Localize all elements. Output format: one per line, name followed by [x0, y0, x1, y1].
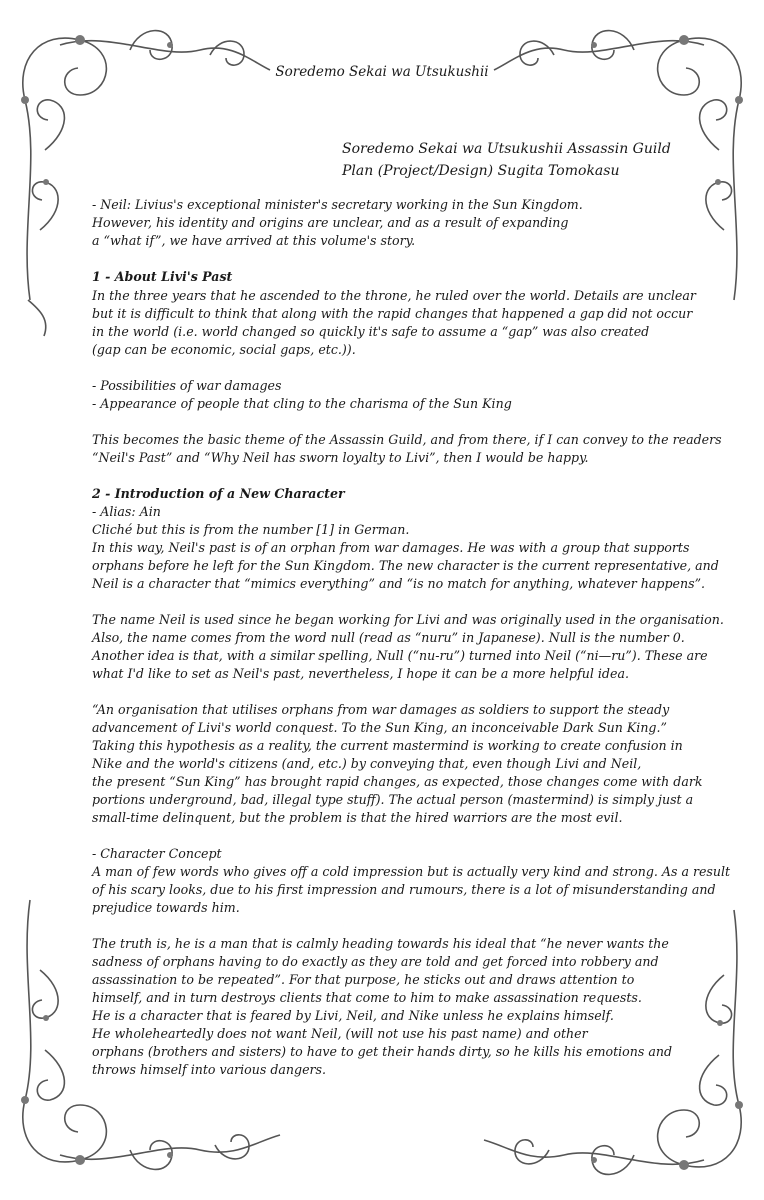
paragraph-line: orphans (brothers and sisters) to have to get their hands dirty, so he kills his emotions and	[92, 1044, 673, 1059]
paragraph-line: He wholeheartedly does not want Neil, (will not use his past name) and other	[92, 1026, 588, 1041]
paragraph-line: himself, and in turn destroys clients that come to him to make assassination requests.	[92, 990, 642, 1005]
theme-line: This becomes the basic theme of the Assassin Guild, and from there, if I can convey to the readers	[92, 432, 722, 447]
section-2-heading: 2 - Introduction of a New Character	[92, 486, 345, 501]
paragraph-line: “An organisation that utilises orphans from war damages as soldiers to support the steady	[92, 702, 670, 717]
section-1-line: but it is difficult to think that along with the rapid changes that happened a gap did not occur	[92, 306, 693, 321]
section-1-line: (gap can be economic, social gaps, etc.)).	[92, 342, 356, 357]
intro-line: a “what if”, we have arrived at this volume's story.	[92, 233, 416, 248]
paragraph-line: A man of few words who gives off a cold impression but is actually very kind and strong. As a result	[92, 864, 731, 879]
concept-label: - Character Concept	[92, 846, 222, 861]
paragraph-line: prejudice towards him.	[92, 900, 240, 915]
paragraph-line: small-time delinquent, but the problem is that the hired warriors are the most evil.	[92, 810, 623, 825]
header-title: Soredemo Sekai wa Utsukushii	[275, 64, 489, 80]
paragraph-line: Cliché but this is from the number [1] in German.	[92, 522, 410, 537]
section-1-line: in the world (i.e. world changed so quickly it's safe to assume a “gap” was also created	[92, 324, 650, 339]
paragraph-line: He is a character that is feared by Livi, Neil, and Nike unless he explains himself.	[92, 1008, 614, 1023]
paragraph-line: throws himself into various dangers.	[92, 1062, 327, 1077]
theme-line: “Neil's Past” and “Why Neil has sworn loyalty to Livi”, then I would be happy.	[92, 450, 589, 465]
paragraph-line: Neil is a character that “mimics everything” and “is no match for anything, whatever happens”.	[92, 576, 706, 591]
paragraph-line: assassination to be repeated”. For that purpose, he sticks out and draws attention to	[92, 972, 635, 987]
credit-line-2: Plan (Project/Design) Sugita Tomokasu	[342, 163, 620, 179]
section-1-line: In the three years that he ascended to the throne, he ruled over the world. Details are unclear	[92, 288, 696, 303]
paragraph-line: Also, the name comes from the word null (read as “nuru” in Japanese). Null is the number 0.	[92, 630, 685, 645]
paragraph-line: what I'd like to set as Neil's past, nevertheless, I hope it can be a more helpful idea.	[92, 666, 629, 681]
alias-label: - Alias: Ain	[92, 504, 161, 519]
paragraph-line: the present “Sun King” has brought rapid changes, as expected, those changes come with dark	[92, 774, 703, 789]
paragraph-line: advancement of Livi's world conquest. To the Sun King, an inconceivable Dark Sun King.”	[92, 720, 667, 735]
paragraph-line: Nike and the world's citizens (and, etc.) by conveying that, even though Livi and Neil,	[92, 756, 642, 771]
paragraph-line: The name Neil is used since he began working for Livi and was originally used in the organisation.	[92, 612, 724, 627]
intro-line: However, his identity and origins are unclear, and as a result of expanding	[92, 215, 569, 230]
bullet-item: - Appearance of people that cling to the charisma of the Sun King	[92, 396, 512, 411]
paragraph-line: In this way, Neil's past is of an orphan from war damages. He was with a group that supports	[92, 540, 690, 555]
credit-line-1: Soredemo Sekai wa Utsukushii Assassin Guild	[342, 141, 671, 157]
paragraph-line: orphans before he left for the Sun Kingdom. The new character is the current representative, and	[92, 558, 719, 573]
bullet-item: - Possibilities of war damages	[92, 378, 282, 393]
intro-line: - Neil: Livius's exceptional minister's secretary working in the Sun Kingdom.	[92, 197, 583, 212]
paragraph-line: portions underground, bad, illegal type stuff). The actual person (mastermind) is simply just a	[92, 792, 694, 807]
paragraph-line: Another idea is that, with a similar spelling, Null (“nu-ru”) turned into Neil (“ni—ru”). These are	[92, 648, 708, 663]
paragraph-line: sadness of orphans having to do exactly as they are told and get forced into robbery and	[92, 954, 659, 969]
paragraph-line: The truth is, he is a man that is calmly heading towards his ideal that “he never wants the	[92, 936, 669, 951]
section-1-heading: 1 - About Livi's Past	[92, 269, 233, 284]
paragraph-line: of his scary looks, due to his first impression and rumours, there is a lot of misunderstanding and	[92, 882, 716, 897]
paragraph-line: Taking this hypothesis as a reality, the current mastermind is working to create confusion in	[92, 738, 683, 753]
